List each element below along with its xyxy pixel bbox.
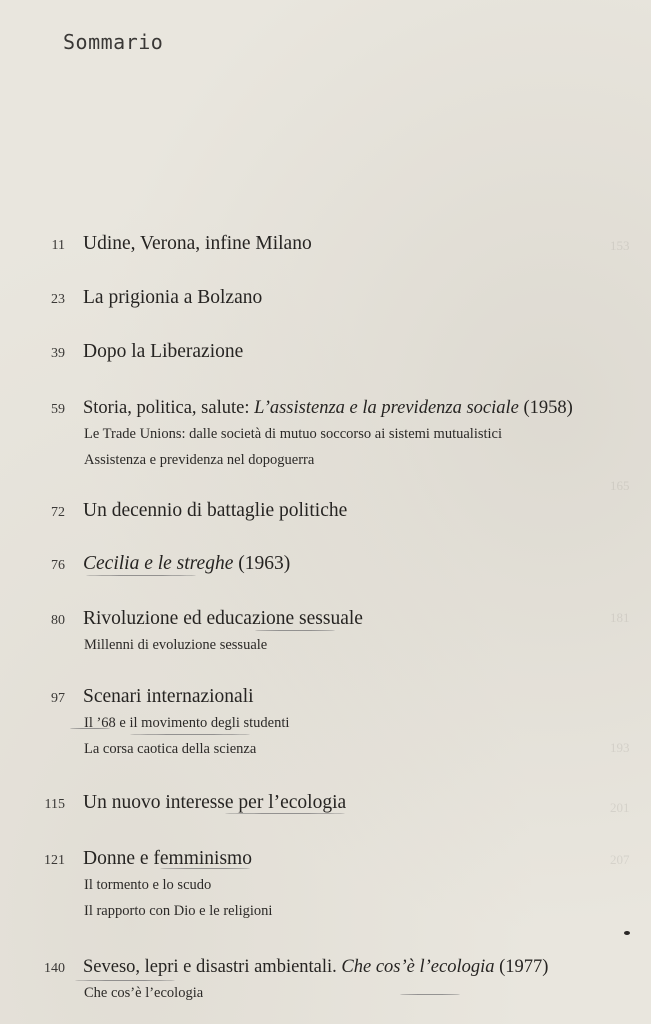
chapter-title: Rivoluzione ed educazione sessuale xyxy=(83,608,363,629)
chapter-title xyxy=(83,397,573,419)
chapter-title: Un nuovo interesse per l’ecologia xyxy=(83,792,347,813)
chapter-title: Donne e femminismo xyxy=(83,848,252,869)
show-through-text: 201 xyxy=(610,800,630,815)
chapter-title: Un decennio di battaglie politiche xyxy=(83,500,348,521)
show-through-text: 181 xyxy=(610,610,630,625)
show-through-text: 153 xyxy=(610,238,630,253)
chapter-title-prefix: Storia, politica, salute: xyxy=(83,398,255,418)
chapter-title xyxy=(83,956,548,978)
chapter-title-prefix: Seveso, lepri e disastri ambientali. xyxy=(83,957,342,977)
show-through-text: 193 xyxy=(610,740,630,755)
page-number: 72 xyxy=(51,505,65,520)
section-title: Millenni di evoluzione sessuale xyxy=(84,637,268,653)
chapter-title-suffix: (1977) xyxy=(494,957,549,977)
section-title: Le Trade Unions: dalle società di mutuo soccorso ai sistemi mutualistici xyxy=(84,426,503,442)
pencil-mark xyxy=(225,813,345,814)
show-through-text: 207 xyxy=(610,852,630,867)
pencil-mark xyxy=(400,994,460,995)
page-number: 115 xyxy=(44,797,65,812)
chapter-title-suffix: (1958) xyxy=(518,398,573,418)
chapter-title: Scenari internazionali xyxy=(83,686,254,707)
page-number: 76 xyxy=(51,558,65,573)
pencil-mark xyxy=(70,728,110,729)
chapter-title-italic: Cecilia e le streghe xyxy=(83,553,234,574)
chapter-title-suffix: (1963) xyxy=(233,553,291,574)
section-title: Il rapporto con Dio e le religioni xyxy=(84,903,273,919)
pencil-mark xyxy=(160,868,250,869)
page-number: 39 xyxy=(51,346,65,361)
chapter-title: Dopo la Liberazione xyxy=(83,341,244,362)
page-number: 59 xyxy=(51,402,65,417)
chapter-title-italic: L’assistenza e la previdenza sociale xyxy=(254,398,519,418)
show-through-text: 165 xyxy=(610,478,630,493)
section-title: Assistenza e previdenza nel dopoguerra xyxy=(84,452,315,468)
chapter-title: La prigionia a Bolzano xyxy=(83,287,263,308)
page-number: 97 xyxy=(51,691,65,706)
pencil-mark xyxy=(130,734,250,735)
ink-dot xyxy=(624,931,630,935)
section-title: Il tormento e lo scudo xyxy=(84,877,212,893)
page-number: 11 xyxy=(51,238,65,253)
page-title: Sommario xyxy=(63,30,164,54)
chapter-title: Udine, Verona, infine Milano xyxy=(83,233,312,254)
pencil-mark xyxy=(75,980,175,981)
chapter-title xyxy=(83,553,290,575)
page-number: 23 xyxy=(51,292,65,307)
page-number: 140 xyxy=(44,961,65,976)
section-title: La corsa caotica della scienza xyxy=(84,741,257,757)
page-number: 80 xyxy=(51,613,65,628)
section-title: Il ’68 e il movimento degli studenti xyxy=(84,715,290,731)
page-number: 121 xyxy=(44,853,65,868)
pencil-mark xyxy=(86,575,196,576)
pencil-mark xyxy=(255,630,335,631)
chapter-title-italic: Che cos’è l’ecologia xyxy=(341,957,495,977)
section-title: Che cos’è l’ecologia xyxy=(84,985,204,1001)
